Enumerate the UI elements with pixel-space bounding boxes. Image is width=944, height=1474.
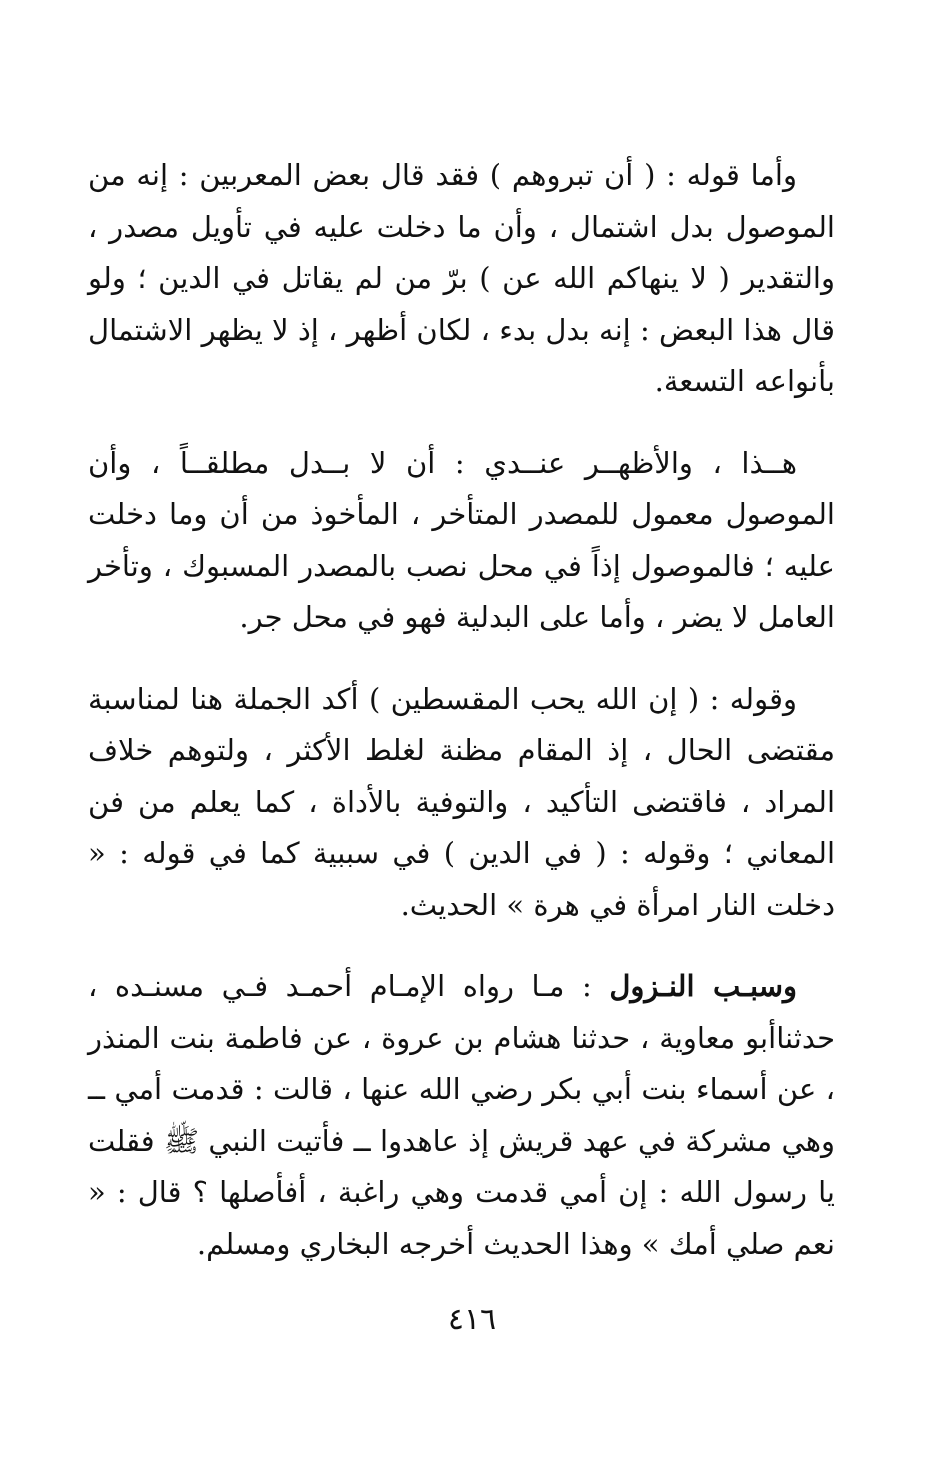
paragraph-1 bbox=[88, 150, 835, 408]
paragraph-3-text: وقوله : ( إن الله يحب المقسطين ) أكد الجملة هنا لمناسبة مقتضى الحال ، إذ المقام مظنة لغلط الأكثر ، ولتوهم خلاف المراد ، فاقتضى التأكيد ، والتوفية بالأداة ، كما يعلم من فن المعاني ؛ وقوله : ( في الدين ) في سببية كما في قوله : « دخلت النار امرأة في هرة » الحديث. bbox=[88, 681, 835, 922]
paragraph-3 bbox=[88, 674, 835, 932]
paragraph-4-text: : مـا رواه الإمـام أحمـد فـي مسنـده ، حدثناأبو معاوية ، حدثنا هشام بن عروة ، عن فاطمة بنت المنذر ، عن أسماء بنت أبي بكر رضي الله عنها ، قالت : قدمت أمي ــ وهي مشركة في عهد قريش إذ عاهدوا ــ فأتيت النبي ﷺ فقلت يا رسول الله : إن أمي قدمت وهي راغبة ، أفأصلها ؟ قال : « نعم صلي أمك » وهذا الحديث أخرجه البخاري ومسلم. bbox=[88, 969, 835, 1261]
page-body bbox=[88, 150, 835, 1270]
page-number: ٤١٦ bbox=[447, 1302, 497, 1337]
paragraph-1-text: وأما قوله : ( أن تبروهم ) فقد قال بعض المعربين : إنه من الموصول بدل اشتمال ، وأن ما دخلت عليه في تأويل مصدر ، والتقدير ( لا ينهاكم الله عن ) برّ من لم يقاتل في الدين ؛ ولو قال هذا البعض : إنه بدل بدء ، لكان أظهر ، إذ لا يظهر الاشتمال بأنواعه التسعة. bbox=[88, 158, 835, 398]
paragraph-2 bbox=[88, 438, 835, 644]
paragraph-4 bbox=[88, 961, 835, 1270]
paragraph-2-text: هــذا ، والأظهــر عنــدي : أن لا بــدل مطلقــاً ، وأن الموصول معمول للمصدر المتأخر ، المأخوذ من أن وما دخلت عليه ؛ فالموصول إذاً في محل نصب بالمصدر المسبوك ، وتأخر العامل لا يضر ، وأما على البدلية فهو في محل جر. bbox=[88, 445, 835, 634]
paragraph-4-lead: وسبـب النـزول bbox=[609, 969, 798, 1003]
